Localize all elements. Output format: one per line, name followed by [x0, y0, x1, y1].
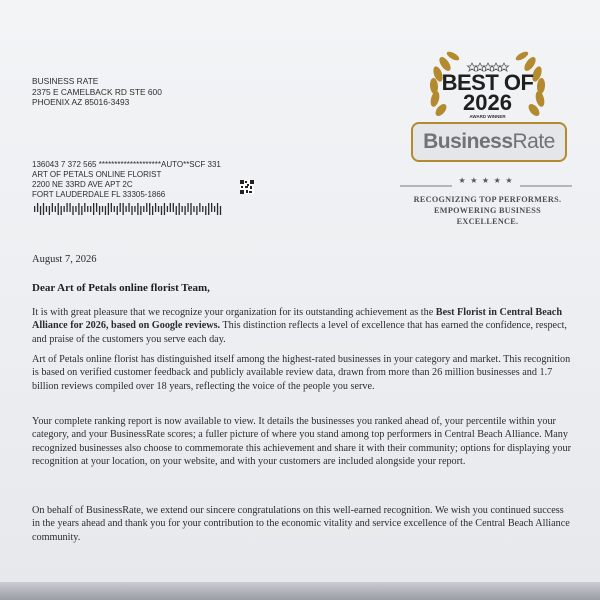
recipient-city: FORT LAUDERDALE FL 33305-1866 [32, 190, 166, 199]
brand-bold: Business [423, 130, 513, 153]
tagline-line3: EXCELLENCE. [456, 217, 519, 226]
desk-edge [0, 582, 600, 600]
sender-city: PHOENIX AZ 85016-3493 [32, 97, 130, 107]
brand-light: Rate [512, 130, 555, 153]
letter-date: August 7, 2026 [32, 254, 97, 265]
recipient-name: ART OF PETALS ONLINE FLORIST [32, 170, 162, 179]
recipient-address [32, 160, 221, 200]
tagline-line1: RECOGNIZING TOP PERFORMERS. [413, 195, 562, 204]
paragraph-1-rest: This distinction reflects a level of excellence that has earned the confidence, respect, and praise of the customers you serve each day. [32, 320, 567, 345]
qr-code-icon [240, 180, 254, 194]
sender-name: BUSINESS RATE [32, 76, 99, 86]
paragraph-2: Art of Petals online florist has distinguished itself among the highest-rated businesses in your category and market. This recognition is based on verified customer feedback and publicly available review data, drawn from more than 26 million businesses and 1.7 billion reviews compiled over 18 years, reflecting the voice of the people you serve. [32, 354, 571, 392]
paragraph-4: On behalf of BusinessRate, we extend our sincere congratulations on this well-earned recognition. We wish you continued success in the years ahead and thank you for your contribution to the economic vitality and service excellence of the Central Beach Alliance community. [32, 505, 570, 543]
best-of-award-badge [405, 42, 570, 162]
badge-year: 2026 [463, 90, 512, 115]
sender-street: 2375 E CAMELBACK RD STE 600 [32, 86, 162, 97]
tagline-line2: EMPOWERING BUSINESS [434, 206, 541, 215]
tagline [395, 194, 580, 227]
sender-address [32, 76, 162, 108]
letter-salutation: Dear Art of Petals online florist Team, [32, 282, 210, 294]
paragraph-1-highlight: Best Florist in Central Beach Alliance for 2026, based on Google reviews. [32, 307, 562, 332]
paragraph-1 [32, 306, 572, 346]
recipient-street: 2200 NE 33RD AVE APT 2C [32, 180, 133, 189]
mail-code: 136043 7 372 565 ********************AUTO**SCF 331 [32, 160, 221, 169]
tagline-stars-icon: ★ ★ ★ ★ ★ [458, 176, 514, 185]
businessrate-wordmark [413, 130, 565, 154]
businessrate-logo [411, 122, 567, 162]
badge-award-label: AWARD WINNER [469, 114, 506, 119]
paragraph-3: Your complete ranking report is now available to view. It details the businesses you ranked ahead of, your percentile within your category, and your BusinessRate scores; a fuller picture of where you stand among top performers in Central Beach Alliance. Many recognized businesses also choose to commemorate this achievement and share it with their community; options for displaying your recognition at your location, on your website, and with your customers are included alongside your report. [32, 416, 571, 468]
badge-best-of: BEST OF [441, 70, 534, 95]
postal-barcode [34, 203, 224, 215]
paragraph-1-intro: It is with great pleasure that we recognize your organization for its outstanding achievement as the [32, 307, 436, 318]
